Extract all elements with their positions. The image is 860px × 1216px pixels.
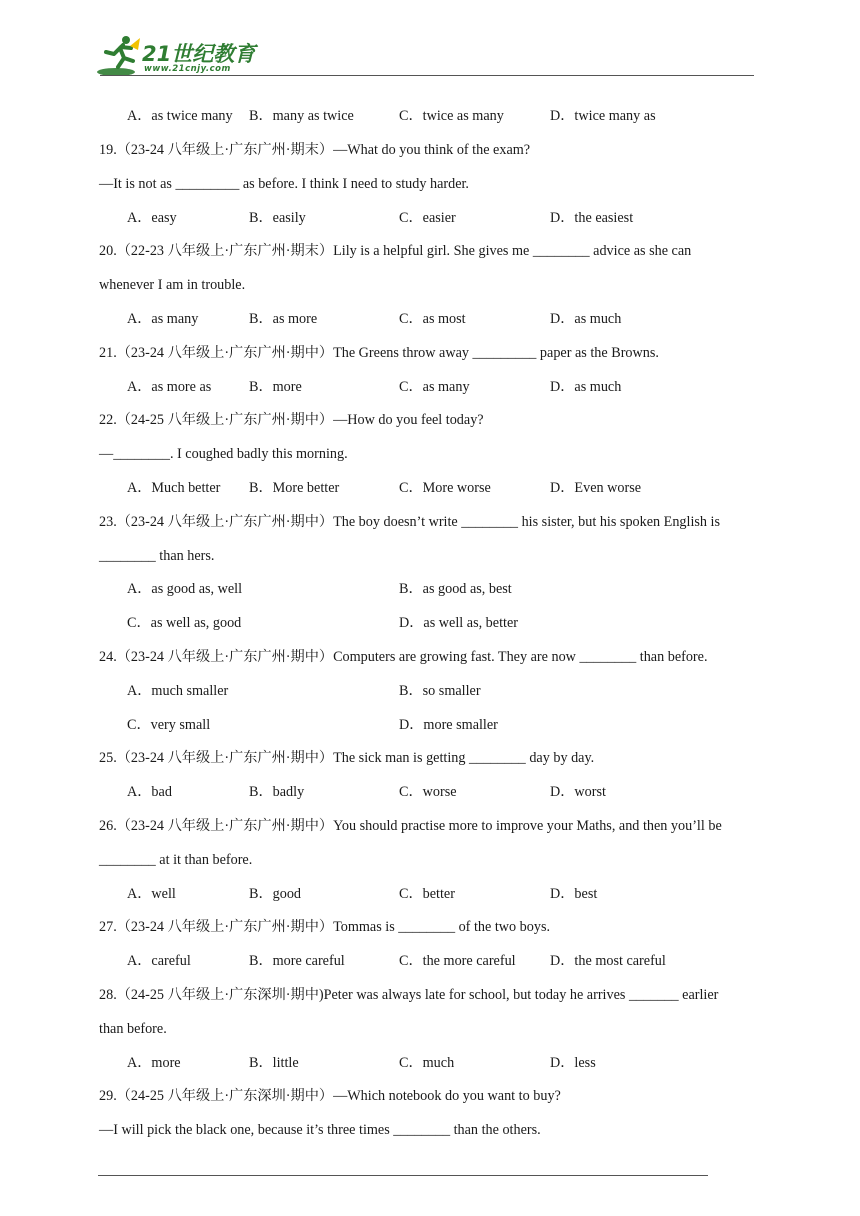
option-c: C．better	[399, 886, 455, 902]
question-28-line2: than before.	[99, 1021, 167, 1037]
option-c: C．twice as many	[399, 108, 504, 124]
question-25-stem: 25.（23-24 八年级上·广东广州·期中）The sick man is getting ________ day by day.	[99, 750, 595, 766]
option-c: C．very small	[127, 717, 211, 733]
option-d: D．twice many as	[550, 108, 656, 124]
option-c: C．as many	[399, 379, 470, 395]
option-a: A．as good as, well	[127, 581, 243, 597]
question-23-stem: 23.（23-24 八年级上·广东广州·期中）The boy doesn’t write ________ his sister, but his spoken English is	[99, 514, 721, 530]
option-b: B．so smaller	[399, 683, 481, 699]
logo-main-text: 21世纪教育	[142, 42, 256, 66]
option-a: A．bad	[127, 784, 172, 800]
option-a: A．as twice many	[127, 108, 233, 124]
option-a: A．as more as	[127, 379, 212, 395]
question-23-line2: ________ than hers.	[99, 548, 215, 564]
option-b: B．More better	[249, 480, 340, 496]
option-c: C．as most	[399, 311, 466, 327]
option-d: D．the most careful	[550, 953, 666, 969]
option-b: B．good	[249, 886, 302, 902]
logo-url-text: www.21cnjy.com	[144, 64, 231, 74]
option-c: C．More worse	[399, 480, 491, 496]
question-26-stem: 26.（23-24 八年级上·广东广州·期中）You should practise more to improve your Maths, and then you’ll be	[99, 818, 722, 834]
question-22-stem: 22.（24-25 八年级上·广东广州·期中）—How do you feel today?	[99, 412, 484, 428]
question-27-stem: 27.（23-24 八年级上·广东广州·期中）Tommas is ________ of the two boys.	[99, 919, 551, 935]
question-26-line2: ________ at it than before.	[99, 852, 253, 868]
option-d: D．the easiest	[550, 210, 634, 226]
option-a: A．as many	[127, 311, 199, 327]
option-d: D．best	[550, 886, 598, 902]
option-a: A．more	[127, 1055, 181, 1071]
option-a: A．careful	[127, 953, 191, 969]
option-c: C．easier	[399, 210, 456, 226]
question-19-stem: 19.（23-24 八年级上·广东广州·期末）—What do you think of the exam?	[99, 142, 531, 158]
question-28-stem: 28.（24-25 八年级上·广东深圳·期中)Peter was always late for school, but today he arrives _______ earlier	[99, 987, 719, 1003]
option-c: C．the more careful	[399, 953, 516, 969]
option-c: C．much	[399, 1055, 455, 1071]
option-d: D．more smaller	[399, 717, 498, 733]
question-29-line2: —I will pick the black one, because it’s three times ________ than the others.	[99, 1122, 541, 1138]
option-c: C．as well as, good	[127, 615, 242, 631]
option-d: D．worst	[550, 784, 606, 800]
option-d: D．less	[550, 1055, 596, 1071]
option-b: B．easily	[249, 210, 306, 226]
option-a: A．Much better	[127, 480, 221, 496]
question-24-stem: 24.（23-24 八年级上·广东广州·期中）Computers are growing fast. They are now ________ than before.	[99, 649, 708, 665]
question-20-stem: 20.（22-23 八年级上·广东广州·期末）Lily is a helpful girl. She gives me ________ advice as she can	[99, 243, 692, 259]
option-a: A．well	[127, 886, 176, 902]
option-c: C．worse	[399, 784, 457, 800]
option-d: D．as much	[550, 311, 622, 327]
footer-rule	[98, 1175, 708, 1176]
option-d: D．Even worse	[550, 480, 642, 496]
option-a: A．easy	[127, 210, 177, 226]
option-a: A．much smaller	[127, 683, 229, 699]
question-29-stem: 29.（24-25 八年级上·广东深圳·期中）—Which notebook do you want to buy?	[99, 1088, 561, 1104]
option-b: B．many as twice	[249, 108, 354, 124]
question-21-stem: 21.（23-24 八年级上·广东广州·期中）The Greens throw away _________ paper as the Browns.	[99, 345, 659, 361]
question-22-line2: —________. I coughed badly this morning.	[99, 446, 348, 462]
option-b: B．badly	[249, 784, 305, 800]
option-b: B．more	[249, 379, 302, 395]
option-b: B．as more	[249, 311, 318, 327]
option-d: D．as well as, better	[399, 615, 518, 631]
question-19-line2: —It is not as _________ as before. I think I need to study harder.	[99, 176, 469, 192]
option-d: D．as much	[550, 379, 622, 395]
option-b: B．more careful	[249, 953, 345, 969]
question-20-line2: whenever I am in trouble.	[99, 277, 246, 293]
option-b: B．as good as, best	[399, 581, 512, 597]
option-b: B．little	[249, 1055, 299, 1071]
